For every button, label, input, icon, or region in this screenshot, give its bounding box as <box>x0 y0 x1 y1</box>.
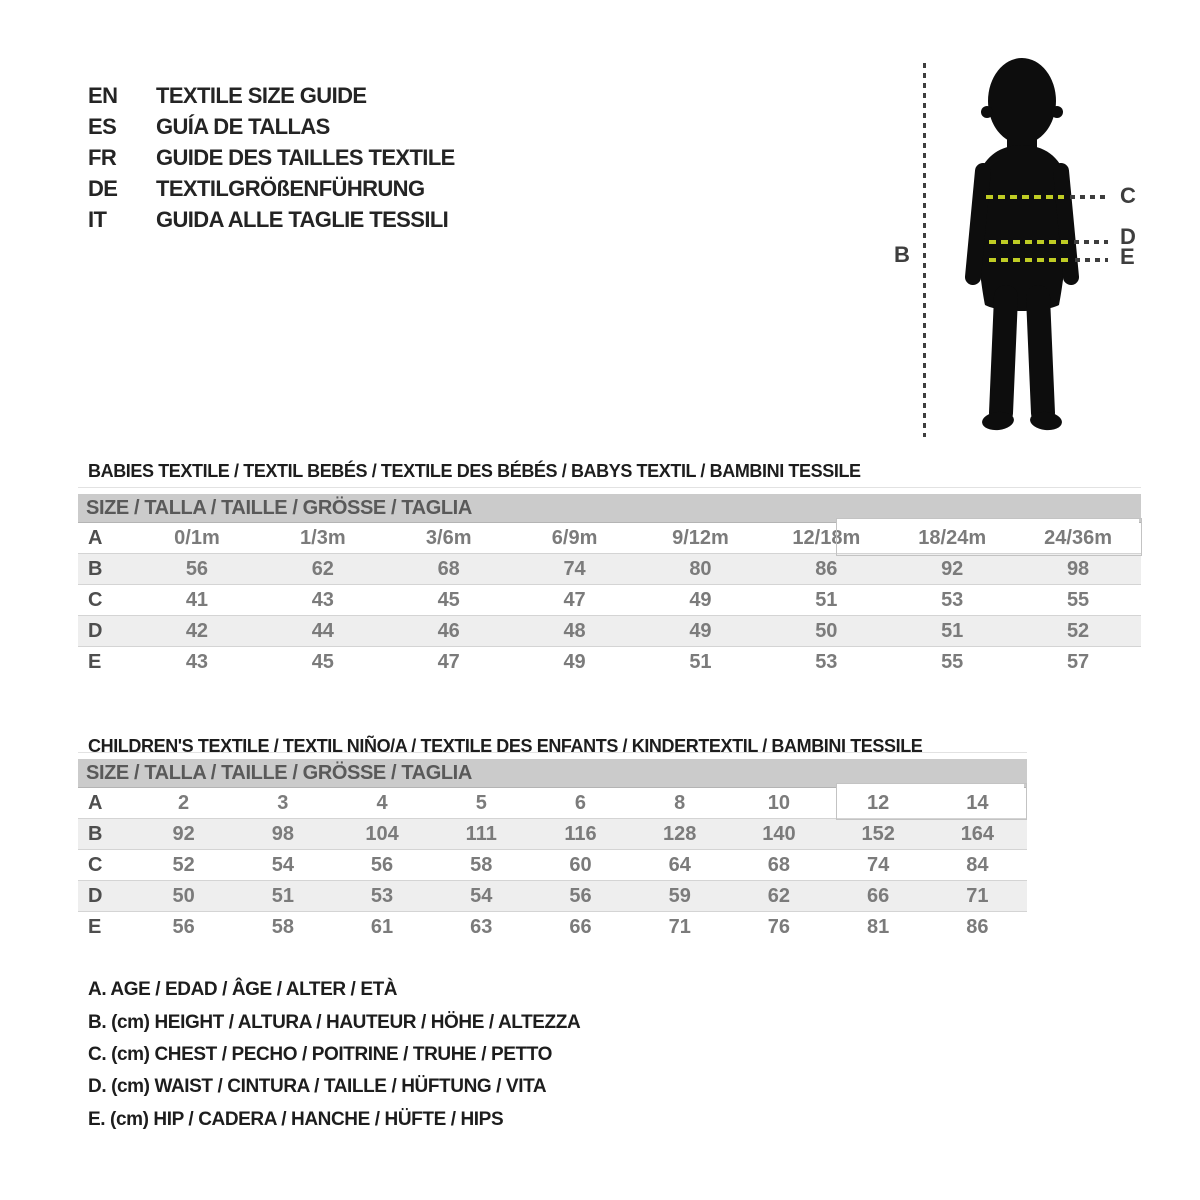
table-row <box>78 912 1027 943</box>
table-row <box>78 647 1141 678</box>
size-cell: 53 <box>941 589 964 611</box>
size-cell: 48 <box>563 620 586 642</box>
size-cell: 111 <box>465 823 497 845</box>
children-section-title: CHILDREN'S TEXTILE / TEXTIL NIÑO/A / TEXTILE DES ENFANTS / KINDERTEXTIL / BAMBINI TESSILE <box>88 735 923 756</box>
size-cell: 98 <box>1066 558 1090 580</box>
size-cell: 5 <box>475 792 487 814</box>
size-cell: 49 <box>689 620 712 642</box>
size-cell: 74 <box>563 558 586 580</box>
size-cell: 104 <box>365 823 399 845</box>
size-cell: 56 <box>172 916 195 938</box>
size-cell: 63 <box>470 916 493 938</box>
guide-title: GUÍA DE TALLAS <box>156 113 330 139</box>
size-cell: 54 <box>470 885 493 907</box>
language-row <box>88 173 455 204</box>
table-row <box>78 616 1141 647</box>
size-cell: 53 <box>370 885 394 907</box>
size-cell: 46 <box>437 620 460 642</box>
table-row <box>78 819 1027 850</box>
size-cell: 68 <box>767 854 791 876</box>
hip-leader-line <box>1075 258 1108 262</box>
size-cell: 1/3m <box>300 527 346 549</box>
babies-size-table <box>78 487 1141 677</box>
size-cell: 49 <box>563 651 586 673</box>
size-cell: 55 <box>1066 589 1090 611</box>
size-cell: 74 <box>867 854 890 876</box>
height-dashed-line <box>923 63 926 437</box>
size-cell: 2 <box>178 792 190 814</box>
size-cell: 62 <box>767 885 791 907</box>
size-cell: 50 <box>815 620 838 642</box>
size-cell: 66 <box>569 916 592 938</box>
size-cell: 24/36m <box>1044 527 1112 549</box>
size-cell: 71 <box>668 916 691 938</box>
table-row <box>78 850 1027 881</box>
size-cell: 12/18m <box>792 527 861 549</box>
babies-section-title: BABIES TEXTILE / TEXTIL BEBÉS / TEXTILE DES BÉBÉS / BABYS TEXTIL / BAMBINI TESSILE <box>88 460 861 481</box>
size-cell: 18/24m <box>918 527 987 549</box>
size-cell: 64 <box>668 854 691 876</box>
size-cell: 12 <box>867 792 890 814</box>
size-cell: 43 <box>185 651 209 673</box>
legend-item: D. (cm) WAIST / CINTURA / TAILLE / HÜFTUNG / VITA <box>88 1076 547 1098</box>
size-cell: 51 <box>941 620 964 642</box>
chest-leader-line <box>1070 195 1108 199</box>
size-cell: 49 <box>689 589 712 611</box>
waist-dashed-line <box>989 240 1069 244</box>
language-row <box>88 204 455 235</box>
size-cell: 57 <box>1066 651 1090 673</box>
size-cell: 6/9m <box>551 527 598 549</box>
size-cell: 52 <box>1066 620 1090 642</box>
size-cell: 164 <box>960 823 995 845</box>
size-cell: 116 <box>564 823 597 845</box>
size-cell: 86 <box>966 916 989 938</box>
size-cell: 3/6m <box>425 527 472 549</box>
child-silhouette <box>950 55 1100 435</box>
size-cell: 4 <box>376 792 388 814</box>
size-cell: 51 <box>815 589 838 611</box>
legend-item: A. AGE / EDAD / ÂGE / ALTER / ETÀ <box>88 979 398 1001</box>
size-cell: 62 <box>311 558 334 580</box>
size-cell: 45 <box>311 651 334 673</box>
language-code: IT <box>88 206 107 232</box>
measurement-legend <box>88 974 580 1136</box>
size-cell: 92 <box>172 823 195 845</box>
size-cell: 6 <box>574 792 587 814</box>
size-cell: 56 <box>370 854 394 876</box>
size-cell: 58 <box>470 854 493 876</box>
size-cell: 53 <box>815 651 838 673</box>
size-cell: 54 <box>271 854 294 876</box>
row-label: E <box>88 916 102 938</box>
size-cell: 9/12m <box>672 527 729 549</box>
guide-title: TEXTILGRÖßENFÜHRUNG <box>156 175 425 201</box>
size-cell: 61 <box>370 916 394 938</box>
size-cell: 71 <box>966 885 989 907</box>
row-label: A <box>88 527 103 549</box>
chest-label: C <box>1120 183 1136 208</box>
size-cell: 50 <box>172 885 195 907</box>
size-cell: 55 <box>941 651 964 673</box>
size-cell: 47 <box>563 589 586 611</box>
babies-highlight-box <box>836 518 1142 556</box>
size-cell: 42 <box>185 620 209 642</box>
size-cell: 0/1m <box>174 527 220 549</box>
children-size-table <box>78 752 1027 942</box>
size-cell: 68 <box>437 558 460 580</box>
measurement-figure <box>890 55 1170 447</box>
size-cell: 140 <box>762 823 796 845</box>
guide-title: TEXTILE SIZE GUIDE <box>156 82 367 108</box>
row-label: E <box>88 651 102 673</box>
guide-title: GUIDA ALLE TAGLIE TESSILI <box>156 206 449 232</box>
language-row <box>88 142 455 173</box>
row-label: A <box>88 792 103 814</box>
language-row <box>88 111 455 142</box>
size-table-header: SIZE / TALLA / TAILLE / GRÖSSE / TAGLIA <box>78 494 1141 523</box>
size-cell: 58 <box>271 916 294 938</box>
guide-title: GUIDE DES TAILLES TEXTILE <box>156 144 455 170</box>
size-table-header: SIZE / TALLA / TAILLE / GRÖSSE / TAGLIA <box>78 759 1027 788</box>
row-label: C <box>88 589 103 611</box>
size-cell: 84 <box>966 854 989 876</box>
size-cell: 47 <box>437 651 460 673</box>
row-label: D <box>88 620 103 642</box>
size-cell: 76 <box>767 916 791 938</box>
size-cell: 66 <box>867 885 890 907</box>
size-cell: 98 <box>271 823 294 845</box>
waist-leader-line <box>1074 240 1108 244</box>
size-cell: 60 <box>569 854 592 876</box>
size-cell: 80 <box>689 558 712 580</box>
legend-item: B. (cm) HEIGHT / ALTURA / HAUTEUR / HÖHE / ALTEZZA <box>88 1011 581 1033</box>
language-code: FR <box>88 144 117 170</box>
size-cell: 92 <box>941 558 964 580</box>
size-cell: 152 <box>861 823 895 845</box>
height-label: B <box>894 242 910 267</box>
size-cell: 81 <box>867 916 890 938</box>
table-row <box>78 554 1141 585</box>
hip-label: E <box>1120 244 1135 269</box>
size-cell: 8 <box>674 792 686 814</box>
chest-dashed-line <box>986 195 1064 199</box>
size-cell: 3 <box>277 792 289 814</box>
row-label: D <box>88 885 103 907</box>
legend-item: E. (cm) HIP / CADERA / HANCHE / HÜFTE / HIPS <box>88 1108 504 1130</box>
row-label: B <box>88 558 103 580</box>
size-cell: 86 <box>815 558 838 580</box>
size-cell: 128 <box>663 823 697 845</box>
language-title-list <box>88 80 455 235</box>
row-label: B <box>88 823 103 845</box>
language-code: ES <box>88 113 117 139</box>
size-cell: 51 <box>271 885 294 907</box>
row-label: C <box>88 854 103 876</box>
size-cell: 45 <box>437 589 460 611</box>
language-code: EN <box>88 82 118 108</box>
size-cell: 41 <box>185 589 209 611</box>
waist-label: D <box>1120 224 1136 249</box>
language-row <box>88 80 455 111</box>
size-cell: 56 <box>569 885 592 907</box>
size-cell: 43 <box>311 589 334 611</box>
size-cell: 44 <box>311 620 334 642</box>
children-highlight-box <box>836 783 1027 820</box>
size-cell: 14 <box>966 792 989 814</box>
size-cell: 10 <box>767 792 791 814</box>
size-cell: 59 <box>668 885 691 907</box>
size-cell: 52 <box>172 854 195 876</box>
language-code: DE <box>88 175 118 201</box>
table-row <box>78 585 1141 616</box>
legend-item: C. (cm) CHEST / PECHO / POITRINE / TRUHE / PETTO <box>88 1043 552 1065</box>
size-cell: 51 <box>689 651 712 673</box>
hip-dashed-line <box>989 258 1071 262</box>
table-row <box>78 881 1027 912</box>
size-cell: 56 <box>185 558 209 580</box>
